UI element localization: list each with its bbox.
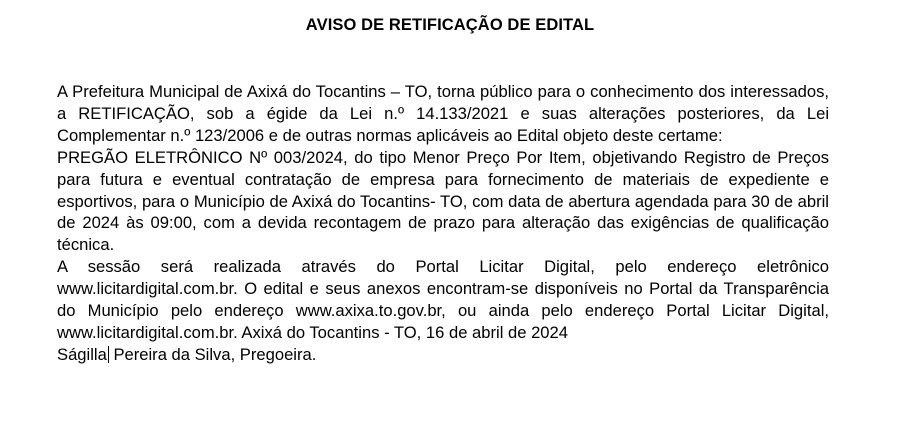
document-title: AVISO DE RETIFICAÇÃO DE EDITAL <box>305 16 595 34</box>
paragraph-intro: A Prefeitura Municipal de Axixá do Tocantins – TO, torna público para o conhecimento dos interessados, a RETIFICAÇÃO, sob a égide da Lei n.º 14.133/2021 e suas alterações posteriores, da Lei Complementar n.º 123/2006 e de outras normas aplicáveis ao Edital objeto deste certame: <box>57 82 829 145</box>
signature-line[interactable] <box>57 344 829 366</box>
signature-name-first: Ságilla <box>57 344 107 364</box>
paragraph-pregao: PREGÃO ELETRÔNICO Nº 003/2024, do tipo Menor Preço Por Item, objetivando Registro de Preços para futura e eventual contratação de empresa para fornecimento de materiais de expediente e esportivos, para o Município de Axixá do Tocantins- TO, com data de abertura agendada para 30 de abril de 2024 às 09:00, com a devida recontagem de prazo para alteração das exigências de qualificação técnica. <box>57 147 829 255</box>
signature-name-rest: Pereira da Silva, Pregoeira. <box>108 344 317 364</box>
document-body <box>57 81 829 366</box>
paragraph-sessao: A sessão será realizada através do Portal Licitar Digital, pelo endereço eletrônico www.licitardigital.com.br. O edital e seus anexos encontram-se disponíveis no Portal da Transparência do Município pelo endereço www.axixa.to.gov.br, ou ainda pelo endereço Portal Licitar Digital, www.licitardigital.com.br. Axixá do Tocantins - TO, 16 de abril de 2024 <box>57 257 829 342</box>
